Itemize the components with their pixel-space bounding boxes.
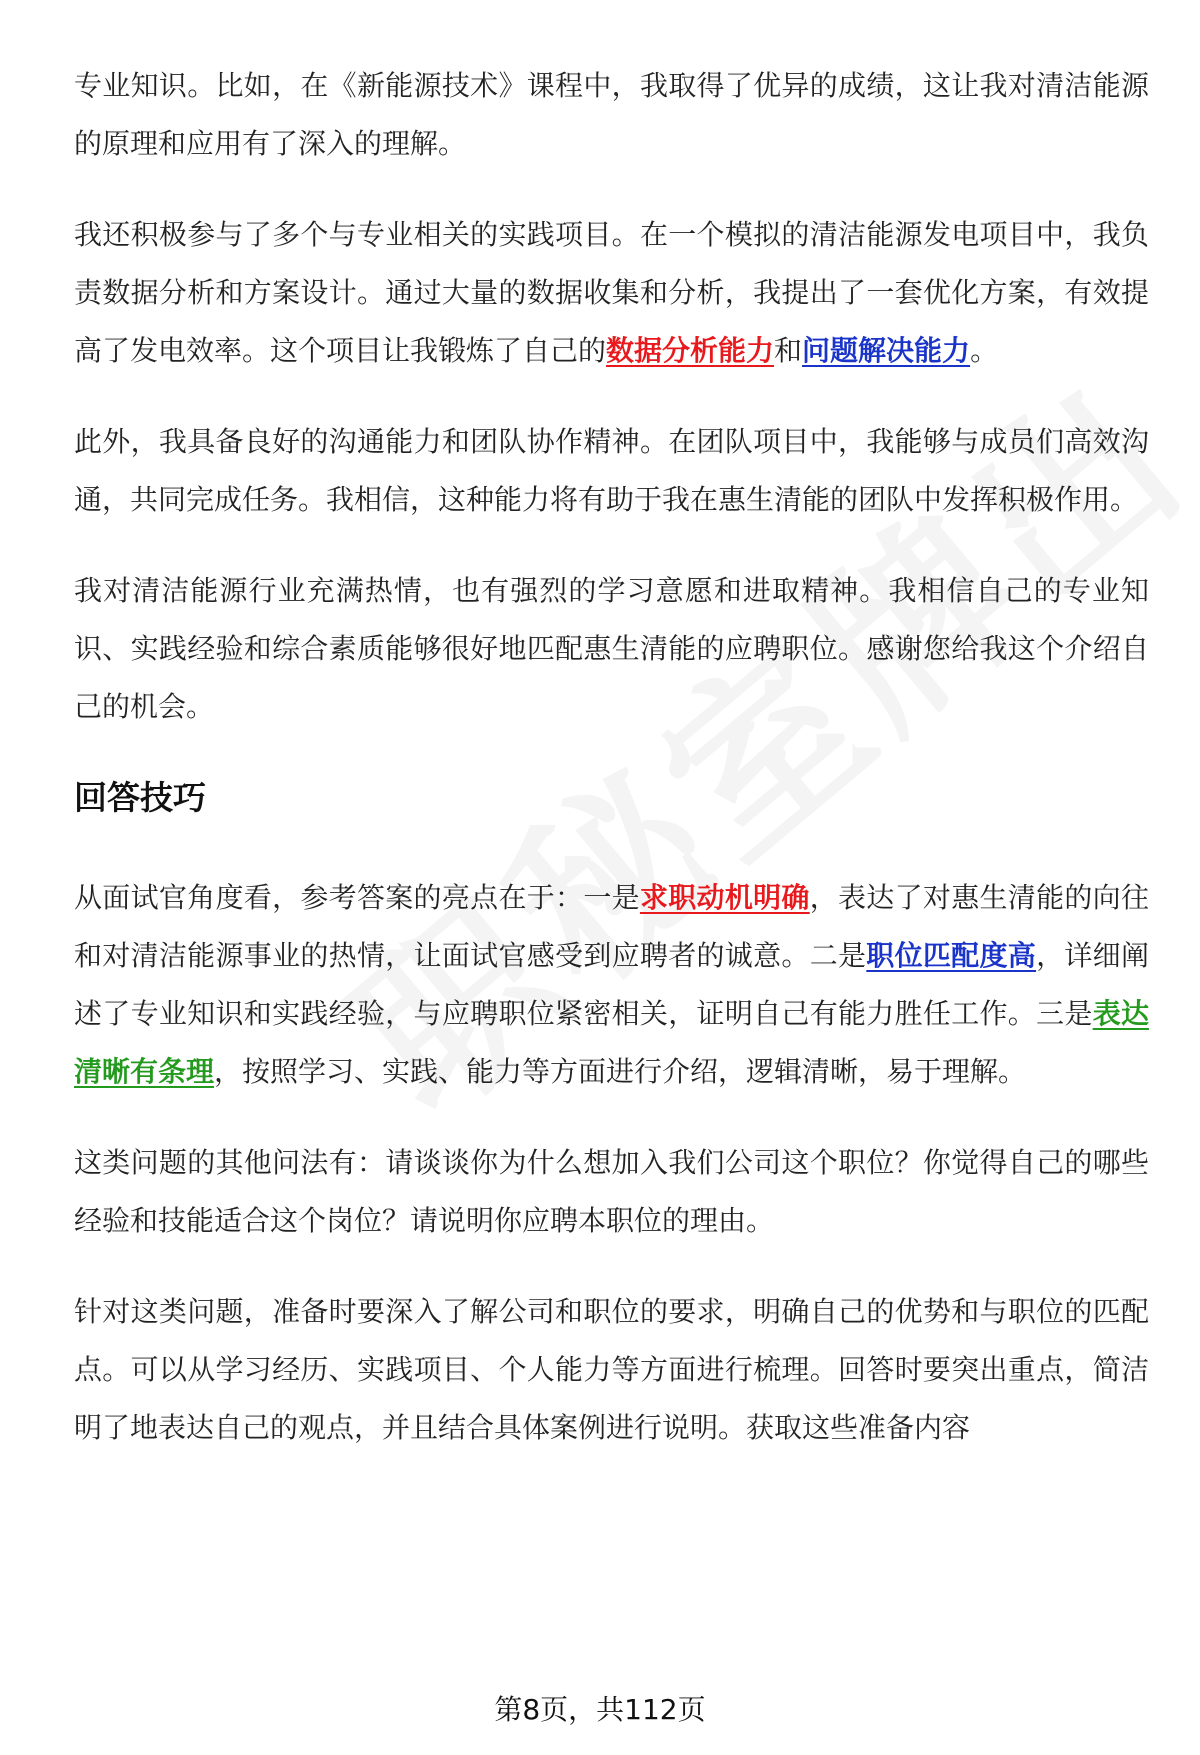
page-content (74, 57, 1149, 1490)
highlight-problem-solving: 问题解决能力 (802, 334, 971, 367)
highlight-clear-expression: 表达清晰有条理 (74, 997, 1149, 1088)
paragraph-5-text-2: ，表达了对惠生清能的向往和对清洁能源事业的热情，让面试官感受到应聘者的诚意。二是 (74, 881, 1149, 972)
paragraph-2-text: 我还积极参与了多个与专业相关的实践项目。在一个模拟的清洁能源发电项目中，我负责数据分析和方案设计。通过大量的数据收集和分析，我提出了一套优化方案，有效提高了发电效率。这个项目让我锻炼了自己的 (74, 218, 1149, 367)
paragraph-3: 此外，我具备良好的沟通能力和团队协作精神。在团队项目中，我能够与成员们高效沟通，共同完成任务。我相信，这种能力将有助于我在惠生清能的团队中发挥积极作用。 (74, 425, 1149, 516)
paragraph-5-text-4: ，按照学习、实践、能力等方面进行介绍，逻辑清晰，易于理解。 (214, 1055, 1027, 1088)
page-number-footer: 第8页，共112页 (494, 1693, 706, 1726)
highlight-data-analysis: 数据分析能力 (606, 334, 775, 367)
paragraph-6: 这类问题的其他问法有：请谈谈你为什么想加入我们公司这个职位？你觉得自己的哪些经验和技能适合这个岗位？请说明你应聘本职位的理由。 (74, 1146, 1149, 1237)
paragraph-1: 专业知识。比如，在《新能源技术》课程中，我取得了优异的成绩，这让我对清洁能源的原理和应用有了深入的理解。 (74, 69, 1149, 160)
highlight-motivation: 求职动机明确 (639, 881, 810, 914)
paragraph-2-joiner: 和 (774, 334, 803, 367)
paragraph-5-text-1: 从面试官角度看，参考答案的亮点在于：一是 (74, 881, 640, 914)
paragraph-2 (74, 206, 1149, 380)
highlight-job-match: 职位匹配度高 (866, 939, 1037, 972)
paragraph-5-text-3: ，详细阐述了专业知识和实践经验，与应聘职位紧密相关，证明自己有能力胜任工作。三是 (74, 939, 1149, 1030)
paragraph-4: 我对清洁能源行业充满热情，也有强烈的学习意愿和进取精神。我相信自己的专业知识、实践经验和综合素质能够很好地匹配惠生清能的应聘职位。感谢您给我这个介绍自己的机会。 (74, 574, 1149, 723)
paragraph-5 (74, 869, 1149, 1101)
section-heading: 回答技巧 (74, 778, 206, 817)
paragraph-2-end: 。 (970, 334, 999, 367)
paragraph-7: 针对这类问题，准备时要深入了解公司和职位的要求，明确自己的优势和与职位的匹配点。可以从学习经历、实践项目、个人能力等方面进行梳理。回答时要突出重点，简洁明了地表达自己的观点，并且结合具体案例进行说明。获取这些准备内容 (74, 1295, 1149, 1444)
